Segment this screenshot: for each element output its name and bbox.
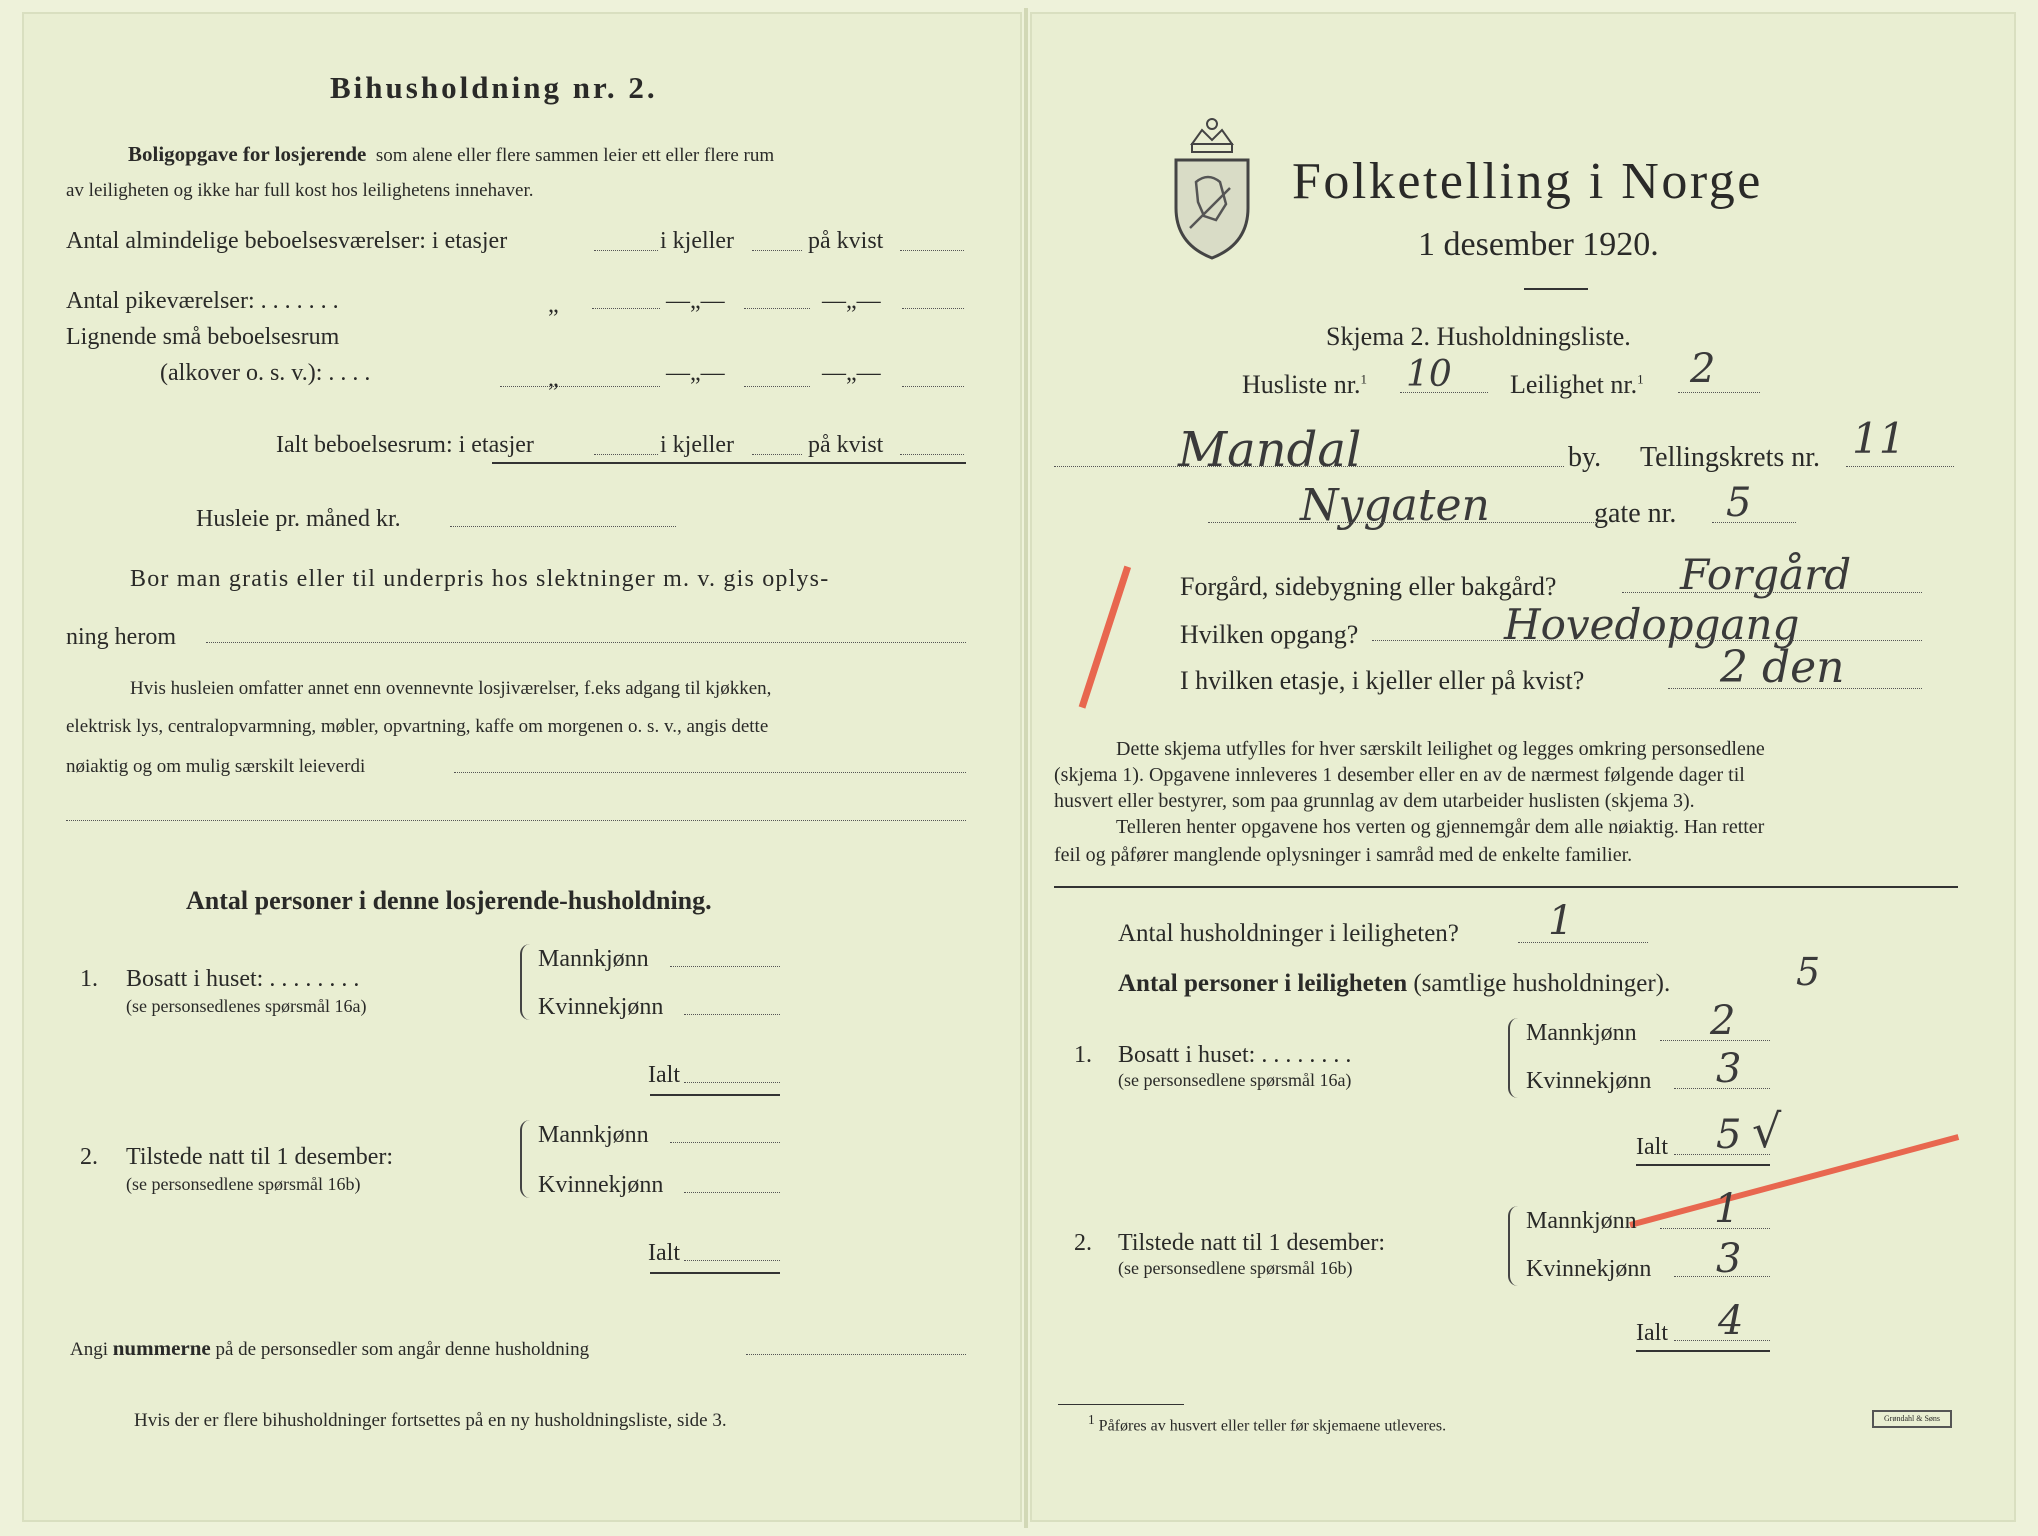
footnote-number: 1 [1088, 1412, 1095, 1427]
antal-heading: Antal personer i denne losjerende-husholdning. [186, 886, 712, 915]
husholdninger-answer[interactable]: 1 [1548, 898, 1574, 944]
personer-rest: (samtlige husholdninger). [1413, 970, 1671, 997]
gate-line [1208, 522, 1596, 523]
angi-bold: nummerne [112, 1336, 211, 1360]
leilighet-label: Leilighet nr.$^1$ [1510, 370, 1644, 399]
intro-rest: som alene eller flere sammen leier ett eller flere rum [375, 145, 775, 166]
husliste-value[interactable]: 10 [1406, 354, 1452, 395]
tilstede-num: 2. [1074, 1230, 1092, 1256]
ialt-kvist-label: på kvist [808, 432, 884, 458]
para1-line1: Dette skjema utfylles for hver særskilt leilighet og legges omkring personsedlene [1116, 738, 1765, 760]
leilighet-line [1678, 392, 1760, 393]
gate-nr-line [1712, 522, 1796, 523]
bosatt-ialt-value[interactable]: 5 [1716, 1112, 1742, 1158]
mann-label: Mannkjønn [538, 946, 649, 972]
coat-of-arms-icon [1168, 112, 1256, 262]
title-divider [1524, 288, 1588, 290]
brace [520, 944, 532, 1020]
bosatt-ialt-underline [1636, 1164, 1770, 1166]
para1-line3: husvert eller bestyrer, som paa grunnlag av dem utarbeider huslisten (skjema 3). [1054, 790, 1695, 812]
angi-line[interactable] [746, 1354, 966, 1355]
kvinne-label: Kvinnekjønn [1526, 1068, 1652, 1094]
tilstede-label: Tilstede natt til 1 desember: [1118, 1230, 1386, 1256]
bosatt-num: 1. [1074, 1042, 1092, 1068]
rooms-kvist-line[interactable] [900, 250, 964, 251]
tilstede-kvinne-line [1674, 1276, 1770, 1277]
by-line [1054, 466, 1564, 467]
right-title: Folketelling i Norge [1292, 153, 1763, 210]
tilstede-label: Tilstede natt til 1 desember: [126, 1144, 394, 1170]
pike-etasjer-line[interactable] [592, 308, 660, 309]
opgang-line [1372, 640, 1922, 641]
gratis-line-1: Bor man gratis eller til underpris hos slektninger m. v. gis oplys- [130, 566, 830, 592]
brace [1508, 1206, 1520, 1286]
by-label: by. [1568, 442, 1602, 473]
lignende-etasjer-line[interactable] [500, 386, 660, 387]
para1-line2: (skjema 1). Opgavene innleveres 1 desember eller en av de nærmest følgende dager til [1054, 764, 1745, 786]
husholdninger-question: Antal husholdninger i leiligheten? [1118, 920, 1459, 947]
ditto-mark: —„— [822, 360, 881, 386]
husliste-line [1400, 392, 1488, 393]
bosatt-mann-value[interactable]: 2 [1710, 998, 1736, 1044]
gate-nr-value[interactable]: 5 [1726, 480, 1752, 526]
lignende-label-1: Lignende små beboelsesrum [66, 324, 340, 350]
footnote-text: Påføres av husvert eller teller før skjemaene utleveres. [1098, 1417, 1447, 1435]
ditto-mark: —„— [822, 288, 881, 314]
mann-label: Mannkjønn [538, 1122, 649, 1148]
tilstede-kvinne-value[interactable]: 3 [1716, 1236, 1742, 1282]
left-title: Bihusholdning nr. 2. [330, 70, 658, 105]
krets-label: Tellingskrets nr. [1640, 442, 1821, 473]
bosatt-kvinne-line [1674, 1088, 1770, 1089]
ditto-mark: „ [548, 292, 559, 318]
bosatt-num: 1. [80, 966, 98, 992]
bosatt-ialt-underline [650, 1094, 780, 1096]
lignende-kvist-line[interactable] [902, 386, 964, 387]
ialt-label: Ialt [648, 1062, 680, 1088]
skjema-label: Skjema 2. Husholdningsliste. [1326, 322, 1631, 351]
personer-bold: Antal personer i leiligheten [1118, 970, 1408, 997]
hvis-line-3: nøiaktig og om mulig særskilt leieverdi [66, 756, 366, 777]
husleie-line[interactable] [450, 526, 676, 527]
ialt-etasjer-line[interactable] [594, 454, 658, 455]
pike-kjeller-line[interactable] [744, 308, 810, 309]
para2-line1: Telleren henter opgavene hos verten og gjennemgår dem alle nøiaktig. Han retter [1116, 816, 1765, 838]
etasje-question: I hvilken etasje, i kjeller eller på kvist? [1180, 666, 1585, 695]
pike-kvist-line[interactable] [902, 308, 964, 309]
intro-line2: av leiligheten og ikke har full kost hos leilighetens innehaver. [66, 180, 534, 201]
bosatt-sub: (se personsedlene spørsmål 16a) [1118, 1070, 1352, 1090]
page-fold [1024, 8, 1028, 1528]
footnote-ref: 1 [1360, 371, 1367, 387]
husliste-label: Husliste nr.$^1$ [1242, 370, 1367, 399]
tilstede-kvinne-line[interactable] [684, 1192, 780, 1193]
tilstede-num: 2. [80, 1144, 98, 1170]
bosatt-sub: (se personsedlenes spørsmål 16a) [126, 996, 367, 1016]
section-divider [1054, 886, 1958, 888]
bosatt-label: Bosatt i huset: . . . . . . . . [126, 966, 360, 992]
right-date: 1 desember 1920. [1418, 226, 1659, 263]
krets-line [1846, 466, 1954, 467]
forgaard-answer[interactable]: Forgård [1680, 550, 1852, 599]
ialt-underline [492, 462, 966, 464]
ialt-kvist-line[interactable] [900, 454, 964, 455]
tilstede-mann-line [1660, 1228, 1770, 1229]
lignende-kjeller-line[interactable] [744, 386, 810, 387]
rooms-label: Antal almindelige beboelsesværelser: i etasjer [66, 228, 508, 254]
ditto-mark: —„— [666, 288, 725, 314]
hvis-line-2: elektrisk lys, centralopvarmning, møbler, opvartning, kaffe om morgenen o. s. v., angis dette [66, 716, 769, 737]
bosatt-kvinne-line[interactable] [684, 1014, 780, 1015]
ialt-rooms-label: Ialt beboelsesrum: i etasjer [276, 432, 534, 458]
forgaard-line [1622, 592, 1922, 593]
opgang-answer[interactable]: Hovedopgang [1504, 600, 1800, 649]
left-footer: Hvis der er flere bihusholdninger fortsettes på en ny husholdningsliste, side 3. [134, 1410, 727, 1431]
mann-label: Mannkjønn [1526, 1208, 1637, 1234]
rooms-kvist-label: på kvist [808, 228, 884, 254]
footnote-rule [1058, 1404, 1184, 1405]
kvinne-label: Kvinnekjønn [1526, 1256, 1652, 1282]
ialt-label: Ialt [1636, 1320, 1668, 1346]
etasje-answer[interactable]: 2 den [1720, 642, 1845, 693]
leilighet-value[interactable]: 2 [1690, 346, 1716, 392]
kvinne-label: Kvinnekjønn [538, 1172, 664, 1198]
gratis-line[interactable] [206, 642, 966, 643]
intro-bold: Boligopgave for losjerende [128, 142, 367, 166]
bosatt-mann-line [1660, 1040, 1770, 1041]
personer-answer[interactable]: 5 [1796, 950, 1821, 994]
bosatt-mann-line[interactable] [670, 966, 780, 967]
bosatt-label: Bosatt i huset: . . . . . . . . [1118, 1042, 1352, 1068]
husholdninger-line [1518, 942, 1648, 943]
forgaard-question: Forgård, sidebygning eller bakgård? [1180, 572, 1557, 601]
gate-label: gate nr. [1594, 498, 1677, 529]
brace [520, 1120, 532, 1198]
angi-pre: Angi [70, 1339, 108, 1360]
footnote-ref: 1 [1637, 371, 1644, 387]
hvis-line-1: Hvis husleien omfatter annet enn ovennevnte losjiværelser, f.eks adgang til kjøkken, [130, 678, 772, 699]
para2-line2: feil og påfører manglende oplysninger i samråd med de enkelte familier. [1054, 844, 1633, 866]
gratis-line-2: ning herom [66, 624, 176, 650]
check-mark: √ [1752, 1104, 1782, 1158]
rooms-etasjer-line[interactable] [594, 250, 658, 251]
mann-label: Mannkjønn [1526, 1020, 1637, 1046]
krets-value[interactable]: 11 [1852, 414, 1906, 463]
brace [1508, 1018, 1520, 1098]
tilstede-sub: (se personsedlene spørsmål 16b) [1118, 1258, 1353, 1278]
tilstede-ialt-underline [650, 1272, 780, 1274]
tilstede-mann-line[interactable] [670, 1142, 780, 1143]
leieverdi-line-2[interactable] [66, 820, 966, 821]
leieverdi-line[interactable] [454, 772, 966, 773]
kvinne-label: Kvinnekjønn [538, 994, 664, 1020]
pike-label: Antal pikeværelser: . . . . . . . [66, 288, 339, 314]
ditto-mark: —„— [666, 360, 725, 386]
printer-stamp: Grøndahl & Søns [1872, 1410, 1952, 1428]
bosatt-ialt-line[interactable] [684, 1082, 780, 1083]
tilstede-mann-value[interactable]: 1 [1714, 1186, 1740, 1232]
opgang-question: Hvilken opgang? [1180, 620, 1359, 649]
ialt-kjeller-label: i kjeller [660, 432, 734, 458]
husleie-label: Husleie pr. måned kr. [196, 506, 401, 532]
ialt-label: Ialt [1636, 1134, 1668, 1160]
ialt-label: Ialt [648, 1240, 680, 1266]
tilstede-ialt-underline [1636, 1350, 1770, 1352]
ialt-kjeller-line[interactable] [752, 454, 802, 455]
tilstede-ialt-value[interactable]: 4 [1718, 1298, 1744, 1344]
angi-rest: på de personsedler som angår denne husholdning [215, 1339, 590, 1360]
tilstede-ialt-line [1674, 1340, 1770, 1341]
tilstede-ialt-line[interactable] [684, 1260, 780, 1261]
bosatt-ialt-line [1674, 1154, 1770, 1155]
etasje-line [1668, 688, 1922, 689]
bosatt-kvinne-value[interactable]: 3 [1716, 1046, 1742, 1092]
tilstede-sub: (se personsedlene spørsmål 16b) [126, 1174, 361, 1194]
rooms-kjeller-line[interactable] [752, 250, 802, 251]
rooms-kjeller-label: i kjeller [660, 228, 734, 254]
gate-value[interactable]: Nygaten [1300, 480, 1490, 531]
by-value[interactable]: Mandal [1178, 422, 1362, 478]
ditto-mark: „ [548, 366, 559, 392]
lignende-label-2: (alkover o. s. v.): . . . . [160, 360, 371, 386]
